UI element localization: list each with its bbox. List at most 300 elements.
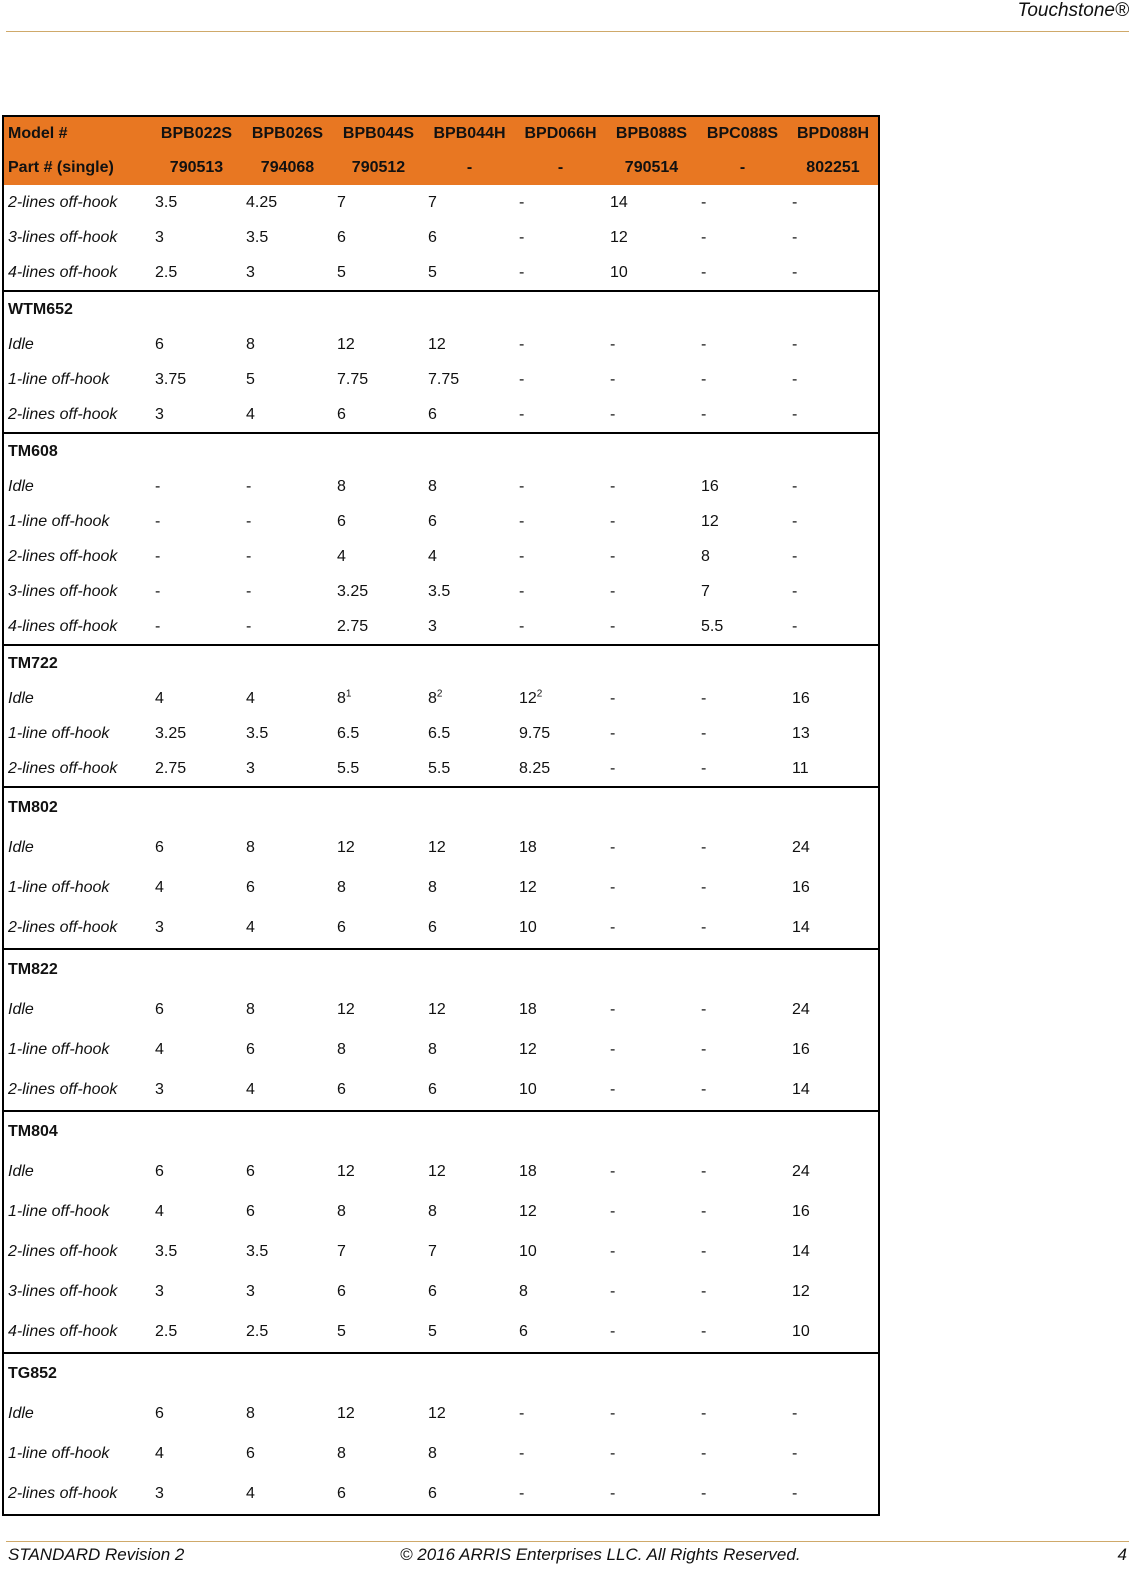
table-section bbox=[3, 645, 879, 787]
cell-value: 12 bbox=[337, 1001, 355, 1018]
value-cell bbox=[515, 1070, 606, 1111]
cell-value: - bbox=[701, 839, 707, 856]
value-cell bbox=[515, 1272, 606, 1312]
value-cell bbox=[151, 1152, 242, 1192]
table-row bbox=[3, 1192, 879, 1232]
cell-value: - bbox=[610, 1323, 616, 1340]
cell-value: - bbox=[519, 617, 525, 635]
cell-value: 12 bbox=[610, 228, 628, 246]
table-row bbox=[3, 716, 879, 751]
model-label: Model # bbox=[8, 125, 68, 142]
section-title: TM722 bbox=[8, 654, 58, 672]
cell-value: 6 bbox=[155, 1405, 164, 1422]
table-row bbox=[3, 574, 879, 609]
cell-value: 3 bbox=[155, 228, 164, 246]
cell-value: 3 bbox=[246, 759, 255, 777]
cell-value: 8 bbox=[246, 1001, 255, 1018]
cell-value: - bbox=[519, 370, 525, 388]
value-cell bbox=[424, 1030, 515, 1070]
value-cell bbox=[151, 327, 242, 362]
cell-value: 7 bbox=[428, 1243, 437, 1260]
cell-value: - bbox=[610, 724, 616, 742]
value-cell bbox=[242, 539, 333, 574]
cell-value: - bbox=[519, 547, 525, 565]
value-cell bbox=[424, 1394, 515, 1434]
value-cell bbox=[333, 716, 424, 751]
value-cell bbox=[333, 220, 424, 255]
cell-value: - bbox=[701, 1081, 707, 1098]
cell-value: - bbox=[155, 477, 161, 495]
value-cell bbox=[697, 1312, 788, 1353]
value-cell bbox=[606, 990, 697, 1030]
cell-value: - bbox=[792, 547, 798, 565]
cell-value: 16 bbox=[701, 477, 719, 495]
row-label: 3-lines off-hook bbox=[8, 228, 118, 246]
value-cell bbox=[151, 908, 242, 949]
cell-value: - bbox=[701, 263, 707, 281]
cell-value: 12 bbox=[337, 839, 355, 856]
value-cell bbox=[333, 469, 424, 504]
value-cell bbox=[333, 397, 424, 433]
cell-value: 3 bbox=[155, 1283, 164, 1300]
value-cell bbox=[333, 1232, 424, 1272]
value-cell bbox=[697, 1070, 788, 1111]
value-cell bbox=[606, 1030, 697, 1070]
cell-value: - bbox=[701, 1323, 707, 1340]
cell-value: 12 bbox=[428, 1163, 446, 1180]
value-cell bbox=[697, 504, 788, 539]
section-title-row bbox=[3, 949, 879, 990]
value-cell bbox=[242, 185, 333, 220]
value-cell bbox=[242, 908, 333, 949]
cell-value: - bbox=[701, 1283, 707, 1300]
cell-value: 12 bbox=[337, 1163, 355, 1180]
cell-value: - bbox=[246, 477, 252, 495]
cell-value: - bbox=[610, 1283, 616, 1300]
value-cell bbox=[788, 1070, 879, 1111]
value-cell bbox=[151, 397, 242, 433]
value-cell bbox=[697, 681, 788, 716]
value-cell bbox=[424, 327, 515, 362]
value-cell bbox=[697, 990, 788, 1030]
value-cell bbox=[515, 1232, 606, 1272]
cell-value: - bbox=[792, 512, 798, 530]
row-label: 3-lines off-hook bbox=[8, 1283, 118, 1300]
value-cell bbox=[424, 504, 515, 539]
cell-value: 4 bbox=[155, 879, 164, 896]
value-cell bbox=[788, 716, 879, 751]
cell-value: 8 bbox=[701, 547, 710, 565]
cell-value: 18 bbox=[519, 839, 537, 856]
part-cell: - bbox=[466, 159, 473, 176]
cell-value: 8 bbox=[428, 1203, 437, 1220]
value-cell bbox=[788, 1394, 879, 1434]
value-cell bbox=[697, 220, 788, 255]
model-cell: BPB088S bbox=[615, 125, 688, 142]
value-cell bbox=[242, 220, 333, 255]
cell-value: - bbox=[701, 1001, 707, 1018]
cell-value: 6 bbox=[155, 1163, 164, 1180]
value-cell bbox=[424, 868, 515, 908]
page-number: 4 bbox=[1117, 1545, 1127, 1564]
cell-value: - bbox=[519, 512, 525, 530]
cell-value: 16 bbox=[792, 1041, 810, 1058]
model-cell: BPB044H bbox=[433, 125, 506, 142]
cell-value: 6 bbox=[246, 1203, 255, 1220]
cell-value: - bbox=[155, 617, 161, 635]
row-label: 1-line off-hook bbox=[8, 1445, 110, 1462]
cell-value: 5 bbox=[428, 1323, 437, 1340]
cell-value: 5 bbox=[246, 370, 255, 388]
cell-value: 7.75 bbox=[428, 370, 460, 388]
row-label: 2-lines off-hook bbox=[8, 919, 118, 936]
row-label: 2-lines off-hook bbox=[8, 405, 118, 423]
row-label: 2-lines off-hook bbox=[8, 547, 118, 565]
cell-value: 24 bbox=[792, 839, 810, 856]
value-cell bbox=[606, 1152, 697, 1192]
value-cell bbox=[424, 539, 515, 574]
value-cell bbox=[333, 1474, 424, 1515]
value-cell bbox=[606, 255, 697, 291]
cell-value: 8 bbox=[246, 335, 255, 353]
cell-value: - bbox=[792, 335, 798, 353]
table-row bbox=[3, 1272, 879, 1312]
cell-value: 7 bbox=[701, 582, 710, 600]
value-cell bbox=[151, 716, 242, 751]
cell-value: 6 bbox=[337, 228, 346, 246]
cell-value: 6 bbox=[246, 1163, 255, 1180]
cell-value: 8 bbox=[428, 477, 437, 495]
cell-value: 6 bbox=[246, 1041, 255, 1058]
section-title-row bbox=[3, 1111, 879, 1152]
value-cell bbox=[515, 1152, 606, 1192]
cell-value: - bbox=[610, 1485, 616, 1502]
cell-value: 5.5 bbox=[337, 759, 360, 777]
row-label: 2-lines off-hook bbox=[8, 1243, 118, 1260]
cell-value: - bbox=[701, 1041, 707, 1058]
value-cell bbox=[424, 1312, 515, 1353]
model-cell: BPB044S bbox=[342, 125, 415, 142]
value-cell bbox=[242, 255, 333, 291]
value-cell bbox=[788, 908, 879, 949]
table-row bbox=[3, 908, 879, 949]
value-cell bbox=[424, 828, 515, 868]
value-cell bbox=[515, 574, 606, 609]
value-cell bbox=[515, 220, 606, 255]
cell-value: - bbox=[792, 405, 798, 423]
value-cell bbox=[515, 828, 606, 868]
cell-value: 3.5 bbox=[155, 1243, 178, 1260]
value-cell bbox=[788, 1434, 879, 1474]
value-cell bbox=[515, 185, 606, 220]
value-cell bbox=[515, 1474, 606, 1515]
table-row bbox=[3, 1030, 879, 1070]
cell-value: - bbox=[610, 1445, 616, 1462]
value-cell bbox=[242, 1394, 333, 1434]
cell-value: 6 bbox=[246, 879, 255, 896]
cell-value: 13 bbox=[792, 724, 810, 742]
value-cell bbox=[788, 1152, 879, 1192]
value-cell bbox=[697, 397, 788, 433]
value-cell bbox=[151, 574, 242, 609]
cell-value: - bbox=[610, 919, 616, 936]
cell-value: 4 bbox=[428, 547, 437, 565]
cell-value: - bbox=[792, 193, 798, 211]
table-header bbox=[3, 116, 879, 185]
value-cell bbox=[606, 681, 697, 716]
value-cell bbox=[606, 362, 697, 397]
section-title: TM802 bbox=[8, 799, 58, 816]
cell-value: 5.5 bbox=[701, 617, 724, 635]
cell-value: - bbox=[610, 1081, 616, 1098]
value-cell bbox=[697, 327, 788, 362]
cell-value: 10 bbox=[792, 1323, 810, 1340]
value-cell bbox=[151, 828, 242, 868]
value-cell bbox=[606, 1394, 697, 1434]
cell-value: - bbox=[701, 1243, 707, 1260]
value-cell bbox=[424, 574, 515, 609]
cell-value: 12 bbox=[428, 1405, 446, 1422]
value-cell bbox=[697, 1394, 788, 1434]
value-cell bbox=[697, 1192, 788, 1232]
value-cell bbox=[788, 255, 879, 291]
cell-value: 8 bbox=[428, 879, 437, 896]
value-cell bbox=[788, 1272, 879, 1312]
value-cell bbox=[151, 1474, 242, 1515]
cell-value: 4 bbox=[246, 1081, 255, 1098]
value-cell bbox=[606, 574, 697, 609]
value-cell bbox=[333, 255, 424, 291]
value-cell bbox=[424, 1272, 515, 1312]
value-cell bbox=[788, 362, 879, 397]
cell-value: - bbox=[610, 1001, 616, 1018]
value-cell bbox=[333, 751, 424, 787]
cell-value: - bbox=[155, 547, 161, 565]
cell-value: - bbox=[610, 617, 616, 635]
cell-value: - bbox=[610, 1041, 616, 1058]
part-cell: 794068 bbox=[260, 159, 315, 176]
document-brand: Touchstone® bbox=[1017, 0, 1129, 21]
cell-value: - bbox=[701, 1485, 707, 1502]
row-label: 1-line off-hook bbox=[8, 1041, 110, 1058]
section-title-row bbox=[3, 787, 879, 828]
value-cell bbox=[788, 1312, 879, 1353]
value-cell bbox=[606, 185, 697, 220]
cell-value: 7.75 bbox=[337, 370, 369, 388]
cell-value: - bbox=[610, 1203, 616, 1220]
cell-value: 6 bbox=[428, 1485, 437, 1502]
value-cell bbox=[697, 1232, 788, 1272]
value-cell bbox=[788, 1474, 879, 1515]
section-title: TM822 bbox=[8, 961, 58, 978]
table-row bbox=[3, 327, 879, 362]
value-cell bbox=[242, 868, 333, 908]
value-cell bbox=[242, 828, 333, 868]
value-cell bbox=[697, 751, 788, 787]
value-cell bbox=[515, 716, 606, 751]
cell-value: - bbox=[792, 1405, 798, 1422]
cell-value: 3.25 bbox=[155, 724, 187, 742]
cell-value: 8 bbox=[337, 689, 346, 707]
cell-value: - bbox=[792, 617, 798, 635]
table-section bbox=[3, 1353, 879, 1515]
cell-value: - bbox=[610, 759, 616, 777]
cell-value: 4 bbox=[155, 1203, 164, 1220]
cell-value: - bbox=[519, 1485, 525, 1502]
cell-value: 6 bbox=[246, 1445, 255, 1462]
cell-value: - bbox=[701, 1203, 707, 1220]
value-cell bbox=[697, 1272, 788, 1312]
value-cell bbox=[788, 220, 879, 255]
cell-value: 4 bbox=[155, 689, 164, 707]
table-row bbox=[3, 1434, 879, 1474]
cell-value: - bbox=[519, 477, 525, 495]
value-cell bbox=[788, 609, 879, 645]
row-label: 1-line off-hook bbox=[8, 512, 110, 530]
value-cell bbox=[788, 539, 879, 574]
value-cell bbox=[242, 1474, 333, 1515]
value-cell bbox=[606, 1312, 697, 1353]
table-section bbox=[3, 949, 879, 1111]
cell-value: 12 bbox=[428, 1001, 446, 1018]
value-cell bbox=[242, 1272, 333, 1312]
cell-value: 7 bbox=[337, 1243, 346, 1260]
value-cell bbox=[697, 185, 788, 220]
cell-value: 6 bbox=[428, 405, 437, 423]
table-row bbox=[3, 751, 879, 787]
section-title: TM804 bbox=[8, 1123, 58, 1140]
table-row bbox=[3, 1474, 879, 1515]
cell-value: - bbox=[792, 370, 798, 388]
value-cell bbox=[242, 1152, 333, 1192]
value-cell bbox=[333, 1312, 424, 1353]
cell-value: 6 bbox=[337, 919, 346, 936]
cell-value: - bbox=[792, 582, 798, 600]
battery-runtime-table bbox=[2, 115, 880, 1516]
section-title: TM608 bbox=[8, 442, 58, 460]
value-cell bbox=[697, 1030, 788, 1070]
value-cell bbox=[424, 1070, 515, 1111]
value-cell bbox=[242, 1232, 333, 1272]
table-row bbox=[3, 990, 879, 1030]
value-cell bbox=[788, 1192, 879, 1232]
table-section bbox=[3, 1111, 879, 1353]
row-label: 1-line off-hook bbox=[8, 370, 110, 388]
value-cell bbox=[151, 469, 242, 504]
value-cell bbox=[424, 990, 515, 1030]
value-cell bbox=[424, 469, 515, 504]
value-cell bbox=[151, 539, 242, 574]
value-cell bbox=[151, 1312, 242, 1353]
value-cell bbox=[151, 1070, 242, 1111]
section-title-row bbox=[3, 433, 879, 469]
cell-value: - bbox=[701, 1405, 707, 1422]
part-cell: 802251 bbox=[806, 159, 860, 176]
value-cell bbox=[333, 609, 424, 645]
value-cell bbox=[606, 1192, 697, 1232]
cell-value: - bbox=[519, 1445, 525, 1462]
value-cell bbox=[697, 716, 788, 751]
value-cell bbox=[515, 397, 606, 433]
value-cell bbox=[242, 1312, 333, 1353]
part-cell: 790514 bbox=[624, 159, 679, 176]
value-cell bbox=[242, 990, 333, 1030]
row-label: Idle bbox=[8, 1001, 34, 1018]
value-cell bbox=[606, 1232, 697, 1272]
row-label: Idle bbox=[8, 1405, 34, 1422]
row-label: 1-line off-hook bbox=[8, 1203, 110, 1220]
value-cell bbox=[424, 1232, 515, 1272]
value-cell bbox=[424, 397, 515, 433]
value-cell bbox=[333, 327, 424, 362]
value-cell bbox=[515, 1192, 606, 1232]
section-title-row bbox=[3, 291, 879, 327]
cell-value: 5 bbox=[428, 263, 437, 281]
value-cell bbox=[697, 539, 788, 574]
cell-value: 5 bbox=[337, 263, 346, 281]
cell-value: 8 bbox=[337, 1445, 346, 1462]
cell-value: - bbox=[610, 839, 616, 856]
value-cell bbox=[424, 1474, 515, 1515]
value-cell bbox=[424, 220, 515, 255]
cell-value: 14 bbox=[792, 1081, 810, 1098]
value-cell bbox=[606, 327, 697, 362]
value-cell bbox=[424, 1192, 515, 1232]
value-cell bbox=[242, 362, 333, 397]
cell-value: 8 bbox=[337, 1041, 346, 1058]
value-cell bbox=[333, 1272, 424, 1312]
value-cell bbox=[424, 185, 515, 220]
value-cell bbox=[333, 990, 424, 1030]
value-cell bbox=[788, 828, 879, 868]
cell-value: - bbox=[610, 405, 616, 423]
value-cell bbox=[151, 185, 242, 220]
value-cell bbox=[333, 1152, 424, 1192]
value-cell bbox=[424, 1152, 515, 1192]
footer-copyright: © 2016 ARRIS Enterprises LLC. All Rights Reserved. bbox=[400, 1545, 801, 1564]
cell-value: - bbox=[519, 193, 525, 211]
value-cell bbox=[788, 1232, 879, 1272]
cell-value: 6 bbox=[428, 1283, 437, 1300]
cell-value: - bbox=[246, 512, 252, 530]
cell-value: 6 bbox=[337, 512, 346, 530]
cell-value: 4 bbox=[155, 1445, 164, 1462]
row-label: Idle bbox=[8, 689, 34, 707]
table-row bbox=[3, 828, 879, 868]
cell-value: 12 bbox=[519, 689, 537, 707]
cell-value: 12 bbox=[519, 1203, 537, 1220]
cell-value: 14 bbox=[610, 193, 628, 211]
cell-value: - bbox=[701, 405, 707, 423]
value-cell bbox=[697, 255, 788, 291]
value-cell bbox=[242, 504, 333, 539]
cell-value: - bbox=[610, 370, 616, 388]
value-cell bbox=[333, 1394, 424, 1434]
value-cell bbox=[333, 1434, 424, 1474]
cell-value: - bbox=[610, 879, 616, 896]
table-row bbox=[3, 868, 879, 908]
cell-value: 2.5 bbox=[246, 1323, 269, 1340]
footnote-marker: 2 bbox=[436, 688, 443, 700]
cell-value: - bbox=[519, 1405, 525, 1422]
value-cell bbox=[333, 185, 424, 220]
table-row bbox=[3, 1232, 879, 1272]
value-cell bbox=[788, 1030, 879, 1070]
cell-value: 6 bbox=[428, 919, 437, 936]
cell-value: - bbox=[610, 512, 616, 530]
value-cell bbox=[788, 397, 879, 433]
value-cell bbox=[151, 1192, 242, 1232]
